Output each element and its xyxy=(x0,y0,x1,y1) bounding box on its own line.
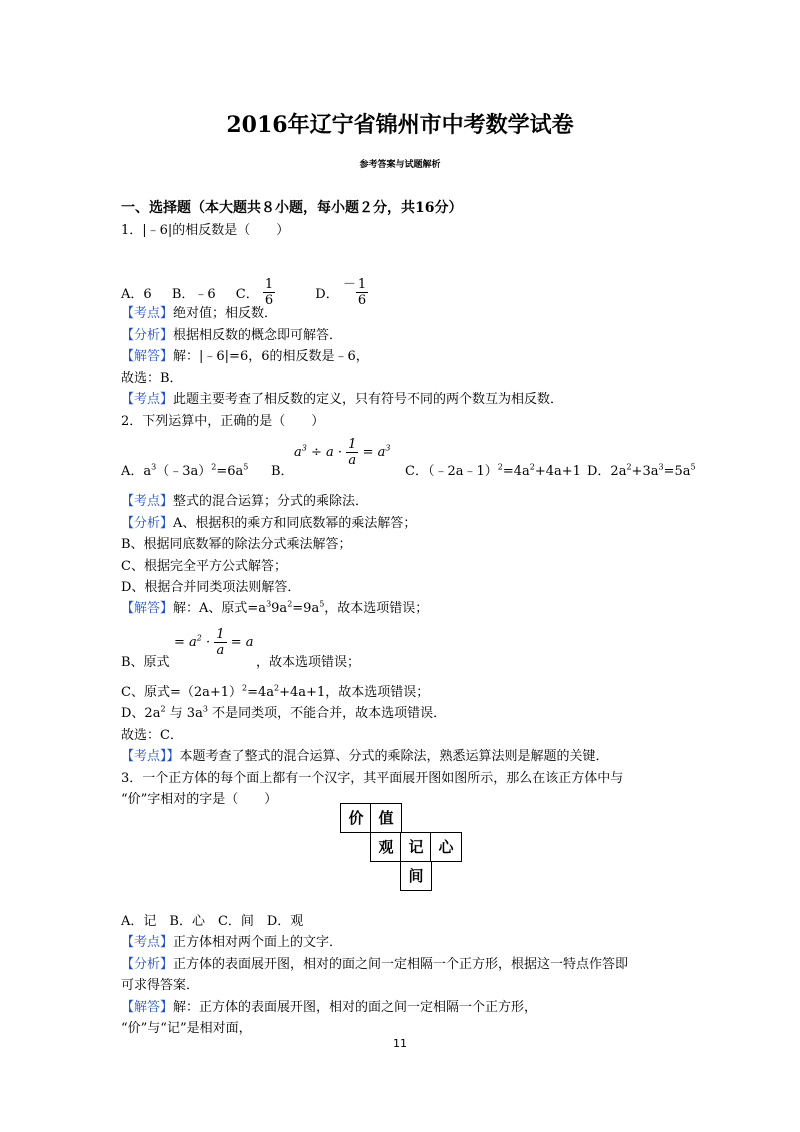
net-cell-jia: 价 xyxy=(340,803,372,833)
q2-option-a: A．$a^3(﹣3a)^2=6a^5$ xyxy=(121,462,249,479)
q2-kaodian: 【考点】整式的混合运算；分式的乘除法． xyxy=(121,494,369,509)
q1-summary: 【考点】此题主要考查了相反数的定义，只有符号不同的两个数互为相反数． xyxy=(121,392,564,407)
net-cell-ji: 记 xyxy=(400,832,432,862)
net-cell-xin: 心 xyxy=(430,832,462,862)
q2-stem: 2．下列运算中，正确的是（ ） xyxy=(121,414,325,429)
page-number: 11 xyxy=(393,1037,407,1050)
q1-choice: 故选：B． xyxy=(121,371,183,386)
net-cell-jian: 间 xyxy=(400,861,432,891)
q2-option-b: B． xyxy=(271,464,294,479)
q3-jieda: 【解答】解：正方体的表面展开图，相对的面之间一定相隔一个正方形， xyxy=(121,1000,538,1015)
q3-kaodian: 【考点】正方体相对两个面上的文字． xyxy=(121,935,343,950)
q2-jieda-a: 【解答】解：A、原式$=a^39a^2=9a^5$，故本选项错误； xyxy=(121,599,429,616)
q3-stem-line1: 3．一个正方体的每个面上都有一个汉字，其平面展开图如图所示，那么在该正方体中与 xyxy=(121,771,624,786)
q1-option-a: A．6 xyxy=(121,287,152,302)
q1-option-c: C． xyxy=(235,287,259,302)
q1-jieda: 【解答】解：|﹣6|=6，6的相反数是﹣6， xyxy=(121,349,369,364)
q1-stem: 1．|﹣6|的相反数是（ ） xyxy=(121,223,290,238)
q2-jieda-d: D、$2a^2$ 与 $3a^3$ 不是同类项，不能合并，故本选项错误． xyxy=(121,704,447,721)
net-cell-guan: 观 xyxy=(370,832,402,862)
q1-option-b: B．﹣6 xyxy=(171,287,216,302)
q2-fenxi: 【分析】A、根据积的乘方和同底数幂的乘法解答； xyxy=(121,516,417,531)
q1-kaodian: 【考点】绝对值；相反数． xyxy=(121,306,278,321)
q1-fenxi: 【分析】根据相反数的概念即可解答． xyxy=(121,328,343,343)
q1-option-d-fraction: $\frac{1}{6}$ xyxy=(357,277,367,308)
q1-option-d: D． xyxy=(315,287,339,302)
q3-jieda-cont: “价”与“记”是相对面， xyxy=(121,1021,252,1036)
section-heading: 一、选择题（本大题共８小题，每小题２分，共16分） xyxy=(121,200,463,216)
q3-fenxi-cont: 可求得答案． xyxy=(121,978,200,993)
q2-fenxi-b: B、根据同底数幂的除法分式乘法解答； xyxy=(121,537,352,552)
q2-fenxi-c: C、根据完全平方公式解答； xyxy=(121,559,287,574)
q1-option-c-fraction: $\frac{1}{6}$ xyxy=(264,277,274,308)
page-subtitle: 参考答案与试题解析 xyxy=(359,160,441,170)
q3-stem-line2: “价”字相对的字是（ ） xyxy=(121,792,278,807)
page-title: 2016年辽宁省锦州市中考数学试卷 xyxy=(226,112,574,138)
q2-jieda-b-expression: = $a^2$ · $\frac{1}{a}$ = a xyxy=(174,627,254,658)
q2-option-b-expression: $a^3 \div a$ · $\frac{1}{a}$ = $a^3$ xyxy=(294,437,391,468)
q3-options: A．记 B．心 C．间 D．观 xyxy=(121,914,304,929)
q2-choice: 故选：C． xyxy=(121,728,183,743)
q2-option-c: C．$(﹣2a﹣1)^2=4a^2+4a+1$ xyxy=(405,462,581,479)
q2-summary: 【考点】】本题考查了整式的混合运算、分式的乘除法，熟悉运算法则是解题的关键． xyxy=(121,749,609,764)
q2-jieda-b-end: ，故本选项错误； xyxy=(256,655,361,670)
q3-fenxi: 【分析】正方体的表面展开图，相对的面之间一定相隔一个正方形，根据这一特点作答即 xyxy=(121,957,629,972)
q1-option-d-minus: － xyxy=(342,277,356,292)
cube-net-figure xyxy=(340,803,460,895)
q2-fenxi-d: D、根据合并同类项法则解答． xyxy=(121,580,301,595)
q2-option-d: D．$2a^2+3a^3=5a^5$ xyxy=(587,462,696,479)
net-cell-zhi: 值 xyxy=(370,803,402,833)
q2-jieda-c: C、原式$=(2a+1)^2=4a^2+4a+1$，故本选项错误； xyxy=(121,683,430,700)
q2-jieda-b-prefix: B、原式 xyxy=(121,655,170,670)
